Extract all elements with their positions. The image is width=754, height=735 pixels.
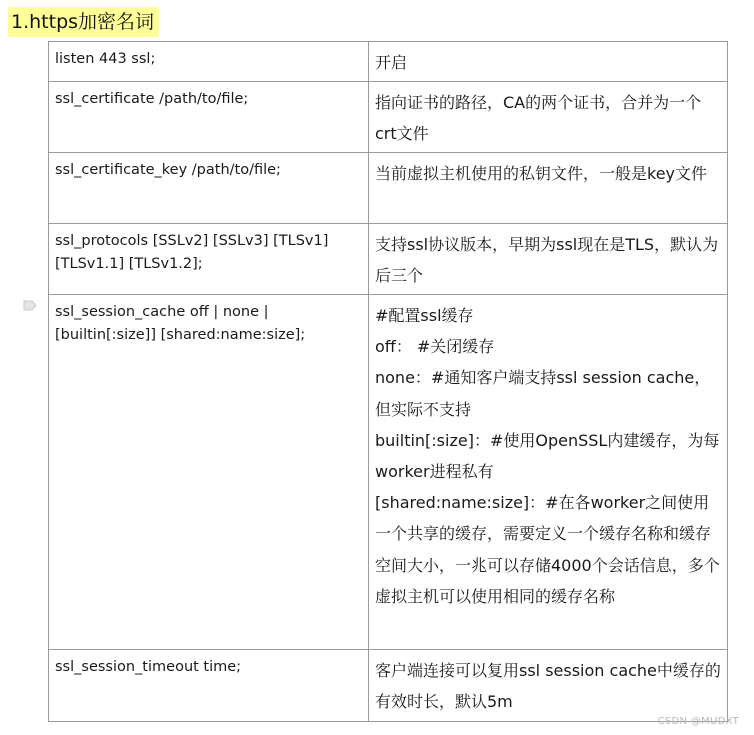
paragraph-marker-icon xyxy=(23,300,37,311)
description-line: none：#通知客户端支持ssl session cache，但实际不支持 xyxy=(375,368,711,419)
ssl-config-table xyxy=(48,41,728,722)
directive-cell: ssl_protocols [SSLv2] [SSLv3] [TLSv1] [TLSv1.1] [TLSv1.2]; xyxy=(49,224,369,295)
description-line: off： #关闭缓存 xyxy=(375,337,495,357)
description-line: 开启 xyxy=(375,53,408,72)
description-line: #配置ssl缓存 xyxy=(375,306,474,325)
table-row xyxy=(49,153,728,224)
description-cell xyxy=(369,82,728,153)
directive-cell: ssl_certificate_key /path/to/file; xyxy=(49,153,369,224)
description-line: 支持ssl协议版本，早期为ssl现在是TLS，默认为后三个 xyxy=(375,235,719,285)
description-cell xyxy=(369,153,728,224)
table-row xyxy=(49,42,728,82)
directive-cell: ssl_session_cache off | none | [builtin[:size]] [shared:name:size]; xyxy=(49,295,369,650)
description-cell xyxy=(369,42,728,82)
section-heading: 1.https加密名词 xyxy=(8,7,159,37)
description-cell xyxy=(369,650,728,722)
description-cell xyxy=(369,295,728,650)
description-line: 指向证书的路径，CA的两个证书，合并为一个crt文件 xyxy=(375,93,702,143)
table-row xyxy=(49,224,728,295)
table-row xyxy=(49,650,728,722)
description-line: [shared:name:size]：#在各worker之间使用一个共享的缓存，需要定义一个缓存名称和缓存空间大小，一兆可以存储4000个会话信息，多个虚拟主机可以使用相同的缓存名称 xyxy=(375,493,720,606)
description-cell xyxy=(369,224,728,295)
watermark: CSDN @MUDXT xyxy=(657,716,739,727)
description-line: 当前虚拟主机使用的私钥文件，一般是key文件 xyxy=(375,164,708,183)
directive-cell: listen 443 ssl; xyxy=(49,42,369,82)
directive-cell: ssl_session_timeout time; xyxy=(49,650,369,722)
table-row xyxy=(49,295,728,650)
description-line: builtin[:size]：#使用OpenSSL内建缓存，为每worker进程私有 xyxy=(375,430,720,482)
directive-cell: ssl_certificate /path/to/file; xyxy=(49,82,369,153)
description-line: 客户端连接可以复用ssl session cache中缓存的有效时长，默认5m xyxy=(375,661,721,711)
table-row xyxy=(49,82,728,153)
